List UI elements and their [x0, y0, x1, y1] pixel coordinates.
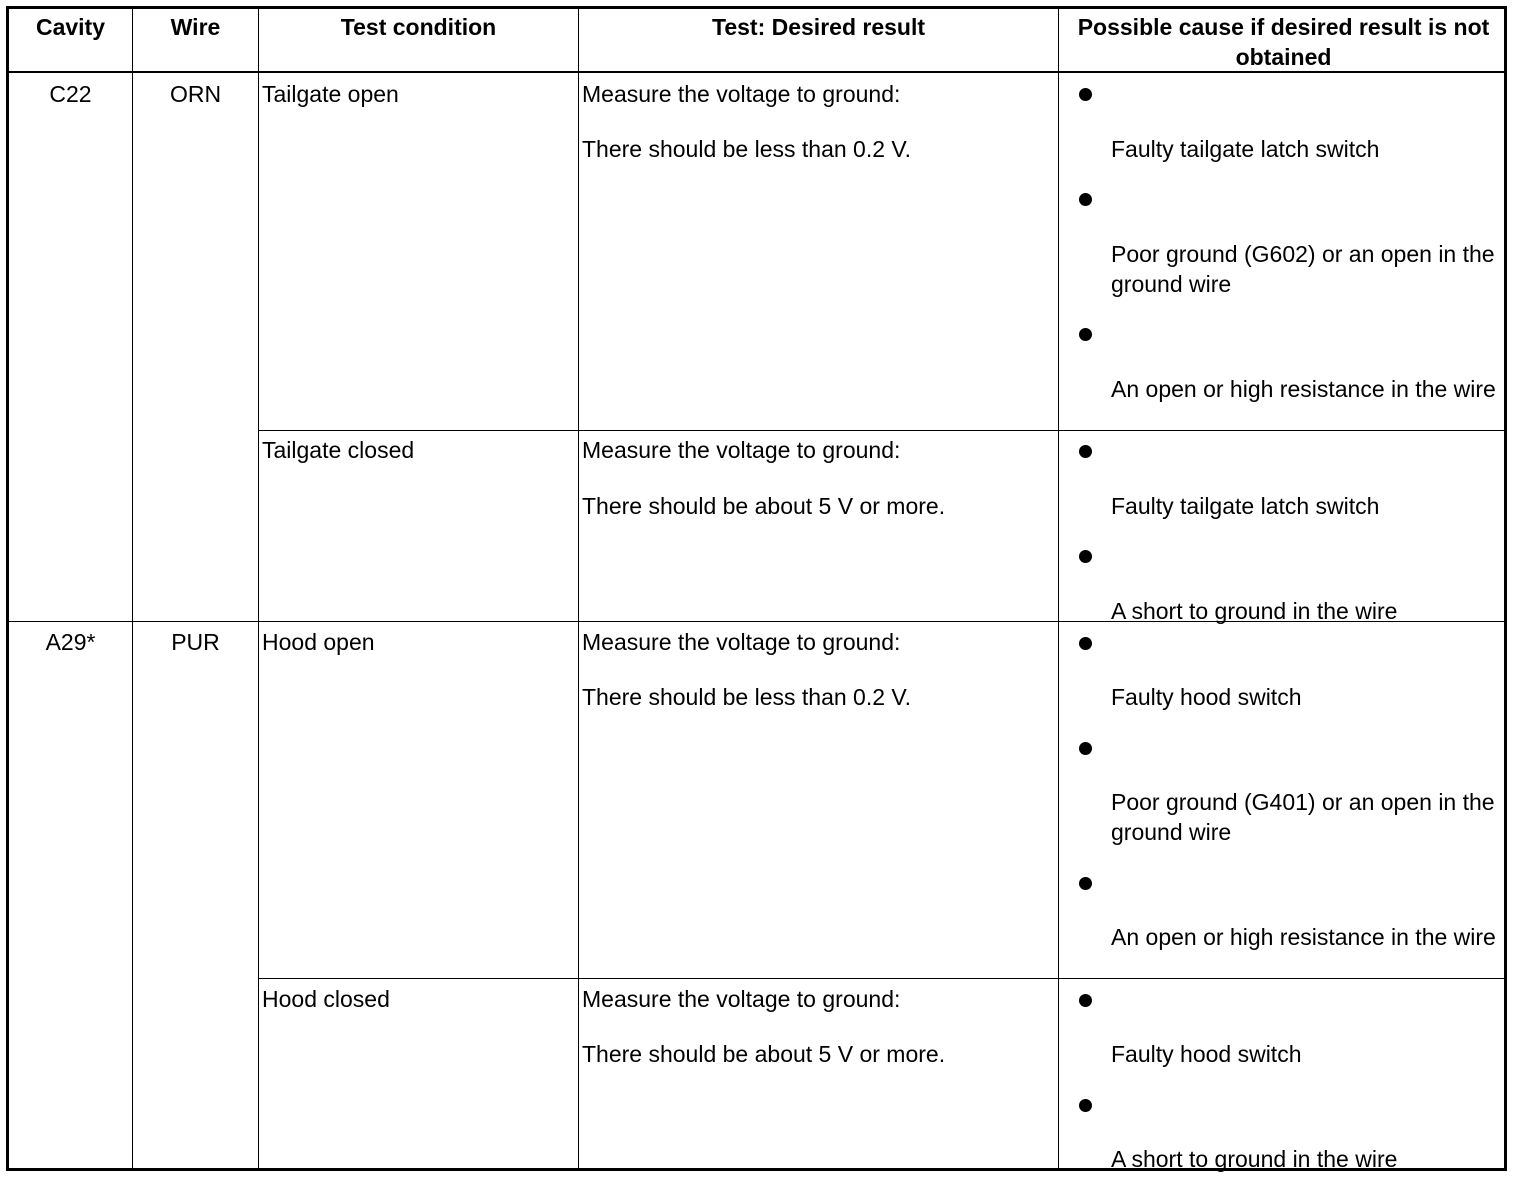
- bullet-icon: [1079, 193, 1092, 206]
- cause-item: Poor ground (G602) or an open in the ground wire: [1111, 241, 1495, 297]
- wire-cell: ORN: [169, 81, 222, 107]
- wire-cell: PUR: [171, 629, 220, 655]
- cavity-cell: A29*: [45, 629, 96, 655]
- row-divider: [258, 430, 1504, 431]
- bullet-icon: [1079, 445, 1092, 458]
- bullet-icon: [1079, 877, 1092, 890]
- header-wire: Wire: [170, 14, 221, 40]
- cause-item: An open or high resistance in the wire: [1111, 376, 1496, 402]
- bullet-icon: [1079, 742, 1092, 755]
- header-test-condition: Test condition: [340, 14, 497, 40]
- measure-instruction: Measure the voltage to ground:: [582, 437, 901, 463]
- test-condition-cell: Tailgate open: [262, 81, 399, 107]
- expected-result: There should be less than 0.2 V.: [582, 684, 912, 710]
- cause-item: Poor ground (G401) or an open in the ground wire: [1111, 789, 1495, 845]
- cause-item: A short to ground in the wire: [1111, 1146, 1398, 1172]
- header-desired-result: Test: Desired result: [711, 14, 926, 40]
- row-divider: [258, 978, 1504, 979]
- cause-item: An open or high resistance in the wire: [1111, 924, 1496, 950]
- col-divider: [132, 9, 133, 1168]
- cause-item: Faulty tailgate latch switch: [1111, 493, 1380, 519]
- test-condition-cell: Hood closed: [262, 986, 390, 1012]
- test-condition-cell: Tailgate closed: [262, 437, 415, 463]
- bullet-icon: [1079, 994, 1092, 1007]
- bullet-icon: [1079, 328, 1092, 341]
- bullet-icon: [1079, 637, 1092, 650]
- diagnostic-table: [6, 6, 1507, 1171]
- bullet-icon: [1079, 1099, 1092, 1112]
- cause-item: Faulty hood switch: [1111, 684, 1302, 710]
- expected-result: There should be about 5 V or more.: [582, 1041, 946, 1067]
- cause-item: Faulty hood switch: [1111, 1041, 1302, 1067]
- col-divider: [258, 9, 259, 1168]
- measure-instruction: Measure the voltage to ground:: [582, 629, 901, 655]
- col-divider: [1058, 9, 1059, 1168]
- cavity-cell: C22: [49, 81, 92, 107]
- col-divider: [578, 9, 579, 1168]
- header-cavity: Cavity: [35, 14, 106, 40]
- cause-item: A short to ground in the wire: [1111, 598, 1398, 624]
- expected-result: There should be about 5 V or more.: [582, 493, 946, 519]
- measure-instruction: Measure the voltage to ground:: [582, 81, 901, 107]
- test-condition-cell: Hood open: [262, 629, 375, 655]
- cause-item: Faulty tailgate latch switch: [1111, 136, 1380, 162]
- header-possible-cause: Possible cause if desired result is not obtained: [1077, 14, 1490, 70]
- bullet-icon: [1079, 550, 1092, 563]
- bullet-icon: [1079, 88, 1092, 101]
- expected-result: There should be less than 0.2 V.: [582, 136, 912, 162]
- measure-instruction: Measure the voltage to ground:: [582, 986, 901, 1012]
